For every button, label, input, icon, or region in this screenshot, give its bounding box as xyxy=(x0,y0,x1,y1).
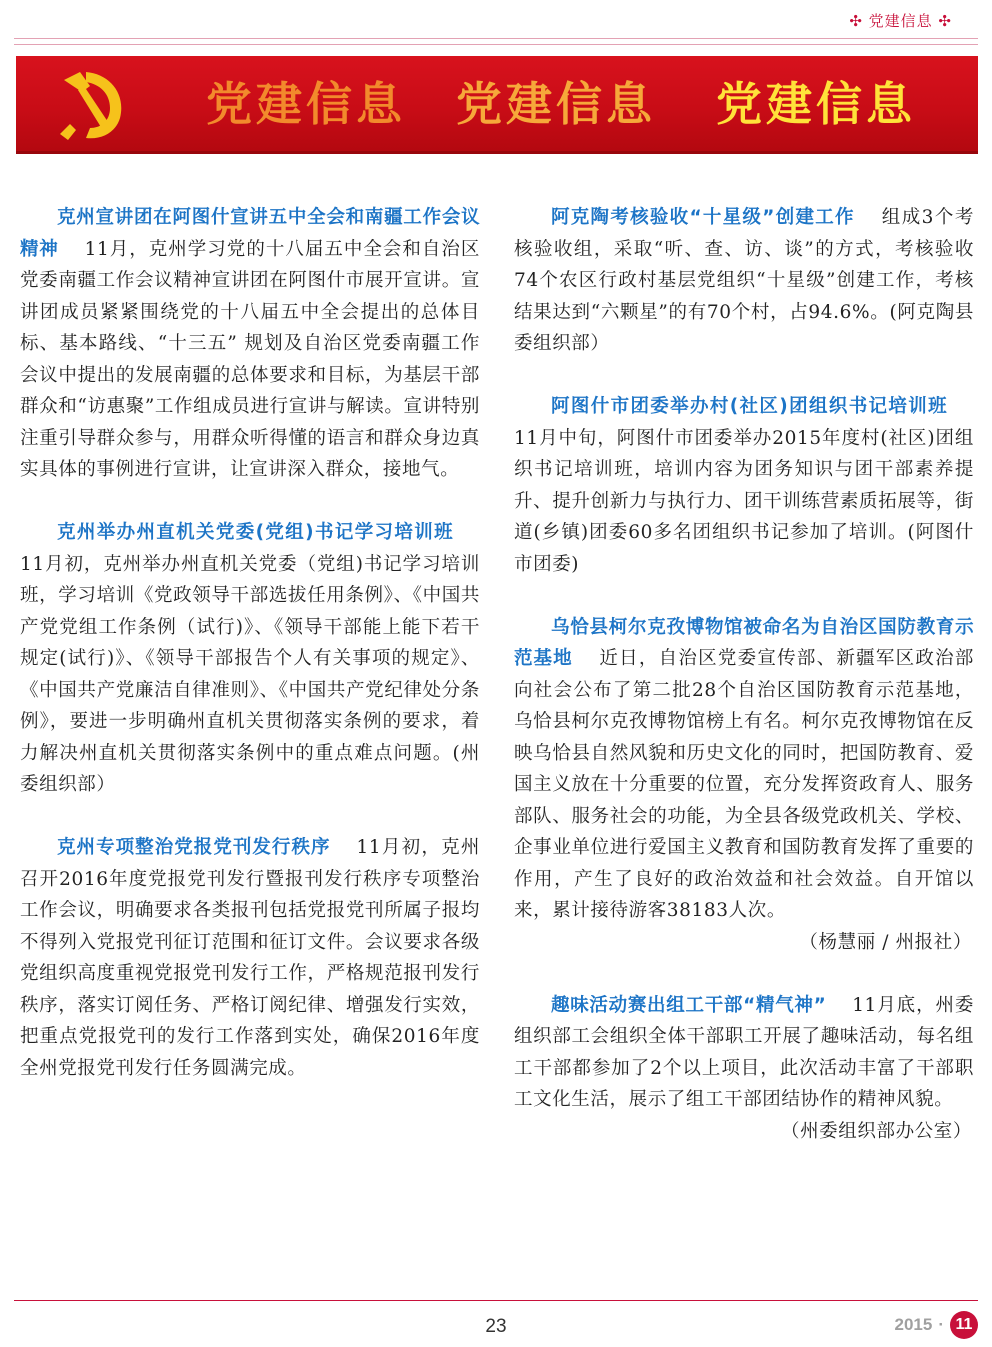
article-body: 11月中旬，阿图什市团委举办2015年度村(社区)团组织书记培训班，培训内容为团务知识与团干部素养提升、提升创新力与执行力、团干训练营素质拓展等，街道(乡镇)团委60多名团组织书记参加了培训。(阿图什市团委) xyxy=(514,427,974,575)
hammer-and-sickle-icon xyxy=(46,66,130,144)
article-headline: 克州专项整治党报党刊发行秩序 xyxy=(57,837,331,858)
article-body: 近日，自治区党委宣传部、新疆军区政治部向社会公布了第二批28个自治区国防教育示范基地，乌恰县柯尔克孜博物馆榜上有名。柯尔克孜博物馆在反映乌恰县自然风貌和历史文化的同时，把国防教育、爱国主义放在十分重要的位置，充分发挥资政育人、服务部队、服务社会的功能，为全县各级党政机关、学校、企事业单位进行爱国主义教育和国防教育发挥了重要的作用，产生了良好的政治效益和社会效益。自开馆以来，累计接待游客38183人次。 xyxy=(514,648,975,921)
article-body: 11月初，克州召开2016年度党报党刊发行暨报刊发行秩序专项整治工作会议，明确要求各类报刊包括党报党刊所属子报均不得列入党报党刊征订范围和征订文件。会议要求各级党组织高度重视党报党刊发行工作，严格规范报刊发行秩序，落实订阅任务、严格订阅纪律、增强发行实效，把重点党报党刊的发行工作落到实处，确保2016年度全州党报党刊发行任务圆满完成。 xyxy=(20,837,480,1079)
issue-separator: · xyxy=(938,1315,944,1334)
article xyxy=(20,202,480,486)
article xyxy=(20,832,480,1084)
right-column xyxy=(514,202,974,1147)
article xyxy=(514,202,974,360)
section-banner xyxy=(16,56,978,154)
article-body: 11月底，州委组织部工会组织全体干部职工开展了趣味活动，每名组工干部都参加了2个以上项目，此次活动丰富了干部职工文化生活，展示了组工干部团结协作的精神风貌。 xyxy=(514,994,974,1110)
article-body: 11月，克州学习党的十八届五中全会和自治区党委南疆工作会议精神宣讲团在阿图什市展开宣讲。宣讲团成员紧紧围绕党的十八届五中全会提出的总体目标、基本路线、“十三五” 规划及自治区党委南疆工作会议中提出的发展南疆的总体要求和目标，为基层干部群众和“访惠聚”工作组成员进行宣讲与解读。宣讲特别注重引导群众参与，用群众听得懂的语言和群众身边真实具体的事例进行宣讲，让宣讲深入群众，接地气。 xyxy=(20,238,480,480)
article xyxy=(514,612,974,927)
article-headline: 阿克陶考核验收“十星级”创建工作 xyxy=(551,207,855,228)
section-tag: ✣ 党建信息 ✣ xyxy=(849,12,952,30)
article-headline: 趣味活动赛出组工干部“精气神” xyxy=(551,994,827,1016)
article xyxy=(514,990,974,1116)
article-headline: 阿图什市团委举办村(社区)团组织书记培训班 xyxy=(551,396,948,417)
page-number: 23 xyxy=(485,1316,507,1337)
article xyxy=(514,391,974,580)
header-rule xyxy=(14,38,978,39)
issue-year: 2015 xyxy=(894,1315,933,1334)
article-headline: 克州举办州直机关党委(党组)书记学习培训班 xyxy=(57,522,454,543)
article xyxy=(20,517,480,801)
left-column xyxy=(20,202,480,1084)
banner-title-2: 党建信息 xyxy=(456,77,656,131)
footer-rule xyxy=(14,1300,978,1301)
article-byline: （州委组织部办公室） xyxy=(780,1120,972,1142)
article-body: 11月初，克州举办州直机关党委（党组)书记学习培训班，学习培训《党政领导干部选拔任用条例》、《中国共产党党组工作条例（试行)》、《领导干部能上能下若干规定(试行)》、《领导干部报告个人有关事项的规定》、《中国共产党廉洁自律准则》、《中国共产党纪律处分条例》，要进一步明确州直机关贯彻落实条例的要求，着力解决州直机关贯彻落实条例中的重点难点问题。(州委组织部） xyxy=(20,553,480,795)
issue-label xyxy=(895,1312,979,1338)
header-rule-secondary xyxy=(14,44,978,45)
article-headline: 乌恰县柯尔克孜博物馆被命名为自治区国防教育示范基地 xyxy=(514,616,974,669)
article-body: 组成3个考核验收组，采取“听、查、访、谈”的方式，考核验收74个农区行政村基层党组织“十星级”创建工作，考核结果达到“六颗星”的有70个村，占94.6%。(阿克陶县委组织部） xyxy=(514,207,975,354)
banner-title-3: 党建信息 xyxy=(716,77,916,131)
article-headline: 克州宣讲团在阿图什宣讲五中全会和南疆工作会议精神 xyxy=(20,207,480,260)
issue-number-badge: 11 xyxy=(950,1311,978,1339)
article-byline: （杨慧丽 / 州报社） xyxy=(799,931,972,953)
banner-title-1: 党建信息 xyxy=(206,77,406,131)
